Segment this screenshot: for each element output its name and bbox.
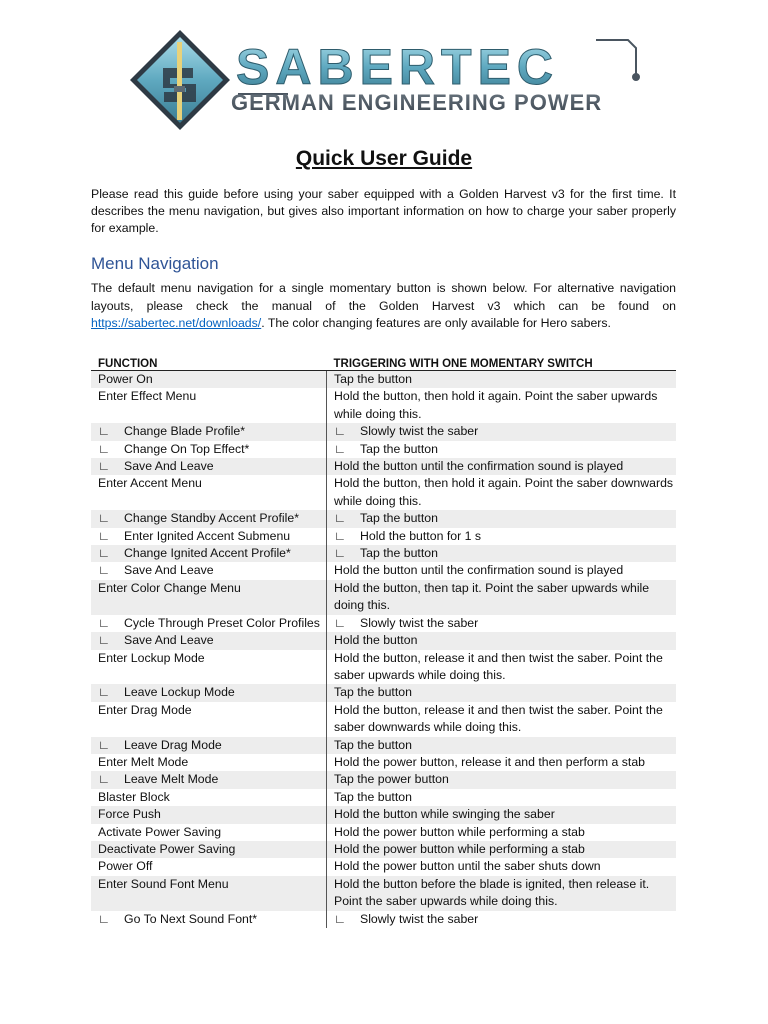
function-label: Enter Drag Mode xyxy=(98,702,192,717)
trigger-cell xyxy=(327,650,677,685)
function-label: Activate Power Saving xyxy=(98,824,222,839)
table-row xyxy=(91,388,676,423)
table-row xyxy=(91,458,676,475)
function-label: Enter Accent Menu xyxy=(98,476,202,491)
table-row xyxy=(91,684,676,701)
table-row xyxy=(91,824,676,841)
trigger-label: Tap the button xyxy=(360,511,438,526)
table-row xyxy=(91,911,676,928)
sub-marker-icon: ∟ xyxy=(98,511,111,526)
sub-item xyxy=(334,615,676,632)
trigger-label: Tap the button xyxy=(360,546,438,561)
function-label: Cycle Through Preset Color Profiles xyxy=(124,615,320,630)
function-label: Change Blade Profile* xyxy=(124,424,245,439)
function-label: Deactivate Power Saving xyxy=(98,841,236,856)
wordmark: SABERTEC xyxy=(236,39,560,95)
trigger-label: Hold the button, release it and then twist the saber. Point the saber upwards while doing this. xyxy=(334,650,663,682)
function-label: Force Push xyxy=(98,807,161,822)
sub-item xyxy=(98,510,326,527)
sabertec-logo xyxy=(128,28,643,134)
function-cell xyxy=(91,580,327,615)
sub-item xyxy=(334,528,676,545)
sub-marker-icon: ∟ xyxy=(98,737,111,752)
function-cell xyxy=(91,562,327,579)
function-cell xyxy=(91,841,327,858)
function-cell xyxy=(91,737,327,754)
sub-item xyxy=(98,562,326,579)
sub-marker-icon: ∟ xyxy=(98,424,111,439)
trigger-cell xyxy=(327,562,677,579)
function-label: Save And Leave xyxy=(124,633,214,648)
table-row xyxy=(91,441,676,458)
sub-marker-icon: ∟ xyxy=(98,546,111,561)
function-label: Change Ignited Accent Profile* xyxy=(124,546,291,561)
menu-navigation-table xyxy=(91,352,676,928)
trigger-cell xyxy=(327,824,677,841)
table-row xyxy=(91,371,676,389)
function-label: Enter Sound Font Menu xyxy=(98,876,229,891)
sub-marker-icon: ∟ xyxy=(334,424,347,439)
sub-item xyxy=(334,423,676,440)
trigger-cell xyxy=(327,771,677,788)
trigger-cell xyxy=(327,632,677,649)
trigger-cell xyxy=(327,580,677,615)
diamond-emblem-icon xyxy=(130,30,230,130)
table-row xyxy=(91,789,676,806)
function-label: Save And Leave xyxy=(124,563,214,578)
table-row xyxy=(91,562,676,579)
sub-item xyxy=(98,615,326,632)
trigger-label: Tap the button xyxy=(360,441,438,456)
table-row xyxy=(91,475,676,510)
trigger-label: Tap the button xyxy=(334,685,412,700)
sub-marker-icon: ∟ xyxy=(98,563,111,578)
trigger-cell xyxy=(327,702,677,737)
sub-item xyxy=(98,771,326,788)
trigger-cell xyxy=(327,615,677,632)
function-cell xyxy=(91,510,327,527)
sub-marker-icon: ∟ xyxy=(334,441,347,456)
sub-item xyxy=(98,441,326,458)
function-label: Save And Leave xyxy=(124,459,214,474)
function-cell xyxy=(91,475,327,510)
page-title: Quick User Guide xyxy=(295,147,473,170)
function-label: Enter Color Change Menu xyxy=(98,580,241,595)
trigger-label: Tap the button xyxy=(334,789,412,804)
table-row xyxy=(91,737,676,754)
table-row xyxy=(91,771,676,788)
sub-item xyxy=(98,737,326,754)
sub-marker-icon: ∟ xyxy=(98,615,111,630)
menu-navigation-paragraph xyxy=(91,280,676,333)
trigger-cell xyxy=(327,423,677,440)
sub-marker-icon: ∟ xyxy=(98,459,111,474)
trigger-cell xyxy=(327,911,677,928)
sub-item xyxy=(98,528,326,545)
function-cell xyxy=(91,388,327,423)
trigger-cell xyxy=(327,789,677,806)
function-cell xyxy=(91,615,327,632)
function-cell xyxy=(91,824,327,841)
trigger-cell xyxy=(327,858,677,875)
trigger-cell xyxy=(327,458,677,475)
table-row xyxy=(91,754,676,771)
function-cell xyxy=(91,806,327,823)
sub-item xyxy=(98,458,326,475)
function-cell xyxy=(91,789,327,806)
function-label: Enter Ignited Accent Submenu xyxy=(124,528,291,543)
function-cell xyxy=(91,771,327,788)
sub-marker-icon: ∟ xyxy=(98,685,111,700)
sub-marker-icon: ∟ xyxy=(98,528,111,543)
function-label: Change Standby Accent Profile* xyxy=(124,511,300,526)
table-row xyxy=(91,510,676,527)
trigger-label: Tap the power button xyxy=(334,772,449,787)
trigger-cell xyxy=(327,737,677,754)
trigger-label: Slowly twist the saber xyxy=(360,424,479,439)
table-body xyxy=(91,371,676,929)
trigger-label: Hold the button, then hold it again. Point the saber upwards while doing this. xyxy=(334,389,658,421)
function-cell xyxy=(91,911,327,928)
trigger-cell xyxy=(327,388,677,423)
function-cell xyxy=(91,371,327,389)
table-row xyxy=(91,580,676,615)
table-row xyxy=(91,806,676,823)
trigger-label: Hold the button xyxy=(334,633,418,648)
sub-item xyxy=(98,684,326,701)
trigger-label: Slowly twist the saber xyxy=(360,615,479,630)
menu-navigation-text: The default menu navigation for a single momentary button is shown below. For alternative navigation layouts, please check the manual of the Golden Harvest v3 which can be found on xyxy=(91,281,676,313)
function-label: Power Off xyxy=(98,859,153,874)
sub-item xyxy=(98,545,326,562)
function-label: Leave Lockup Mode xyxy=(124,685,235,700)
function-cell xyxy=(91,441,327,458)
table-row xyxy=(91,545,676,562)
function-cell xyxy=(91,876,327,911)
trigger-cell xyxy=(327,510,677,527)
function-label: Leave Drag Mode xyxy=(124,737,222,752)
function-label: Leave Melt Mode xyxy=(124,772,219,787)
function-cell xyxy=(91,545,327,562)
function-cell xyxy=(91,650,327,685)
table-row xyxy=(91,876,676,911)
trigger-label: Slowly twist the saber xyxy=(360,911,479,926)
trigger-label: Hold the button for 1 s xyxy=(360,528,481,543)
sub-item xyxy=(334,441,676,458)
downloads-link[interactable]: https://sabertec.net/downloads/ xyxy=(91,316,262,330)
function-cell xyxy=(91,528,327,545)
table-row xyxy=(91,615,676,632)
trigger-cell xyxy=(327,876,677,911)
sub-item xyxy=(98,423,326,440)
trigger-cell xyxy=(327,441,677,458)
sub-item xyxy=(334,911,676,928)
function-label: Power On xyxy=(98,372,153,386)
table-row xyxy=(91,528,676,545)
trigger-cell xyxy=(327,545,677,562)
sub-marker-icon: ∟ xyxy=(334,911,347,926)
table-header-trigger: TRIGGERING WITH ONE MOMENTARY SWITCH xyxy=(327,352,677,371)
table-row xyxy=(91,650,676,685)
trigger-label: Tap the button xyxy=(334,372,412,386)
trigger-label: Hold the button until the confirmation sound is played xyxy=(334,459,624,474)
function-label: Change On Top Effect* xyxy=(124,441,250,456)
trigger-cell xyxy=(327,371,677,389)
function-label: Blaster Block xyxy=(98,789,170,804)
function-cell xyxy=(91,754,327,771)
table-row xyxy=(91,423,676,440)
trigger-label: Hold the button, release it and then twist the saber. Point the saber downwards while doing this. xyxy=(334,702,663,735)
sub-marker-icon: ∟ xyxy=(334,511,347,526)
function-cell xyxy=(91,684,327,701)
sub-item xyxy=(98,632,326,649)
table-row xyxy=(91,858,676,875)
sub-marker-icon: ∟ xyxy=(98,772,111,787)
intro-paragraph: Please read this guide before using your saber equipped with a Golden Harvest v3 for the first time. It describes the menu navigation, but gives also important information on how to charge your saber properly for example. xyxy=(91,187,676,235)
table-row xyxy=(91,841,676,858)
trigger-label: Hold the button before the blade is ignited, then release it. Point the saber upwards while doing this. xyxy=(334,876,650,909)
sub-marker-icon: ∟ xyxy=(98,911,111,926)
trigger-label: Hold the button, then tap it. Point the saber upwards while doing this. xyxy=(334,580,650,613)
trigger-label: Hold the power button, release it and then perform a stab xyxy=(334,754,646,769)
function-label: Go To Next Sound Font* xyxy=(124,911,258,926)
trigger-label: Hold the button, then hold it again. Point the saber downwards while doing this. xyxy=(334,476,674,508)
table-row xyxy=(91,702,676,737)
menu-navigation-text-end: . The color changing features are only available for Hero sabers. xyxy=(261,316,611,330)
sub-marker-icon: ∟ xyxy=(98,633,111,648)
trigger-label: Hold the power button while performing a stab xyxy=(334,824,585,839)
function-cell xyxy=(91,858,327,875)
table-row xyxy=(91,632,676,649)
sub-item xyxy=(334,510,676,527)
function-cell xyxy=(91,702,327,737)
trigger-cell xyxy=(327,528,677,545)
trigger-cell xyxy=(327,841,677,858)
sub-item xyxy=(98,911,326,928)
trigger-cell xyxy=(327,684,677,701)
tagline: GERMAN ENGINEERING POWER xyxy=(231,90,603,115)
sub-marker-icon: ∟ xyxy=(334,615,347,630)
function-label: Enter Lockup Mode xyxy=(98,650,205,665)
function-label: Enter Effect Menu xyxy=(98,389,197,404)
sub-marker-icon: ∟ xyxy=(334,546,347,561)
function-cell xyxy=(91,632,327,649)
trigger-label: Hold the button while swinging the saber xyxy=(334,807,555,822)
sub-item xyxy=(334,545,676,562)
function-cell xyxy=(91,423,327,440)
trigger-label: Tap the button xyxy=(334,737,412,752)
function-label: Enter Melt Mode xyxy=(98,754,189,769)
sub-marker-icon: ∟ xyxy=(98,441,111,456)
table-header-function: FUNCTION xyxy=(91,352,327,371)
trigger-label: Hold the power button until the saber shuts down xyxy=(334,859,601,874)
function-cell xyxy=(91,458,327,475)
trigger-cell xyxy=(327,754,677,771)
trigger-cell xyxy=(327,806,677,823)
trigger-label: Hold the power button while performing a stab xyxy=(334,841,585,856)
trigger-cell xyxy=(327,475,677,510)
sub-marker-icon: ∟ xyxy=(334,528,347,543)
trigger-label: Hold the button until the confirmation sound is played xyxy=(334,563,624,578)
section-heading-menu-navigation: Menu Navigation xyxy=(91,254,219,273)
